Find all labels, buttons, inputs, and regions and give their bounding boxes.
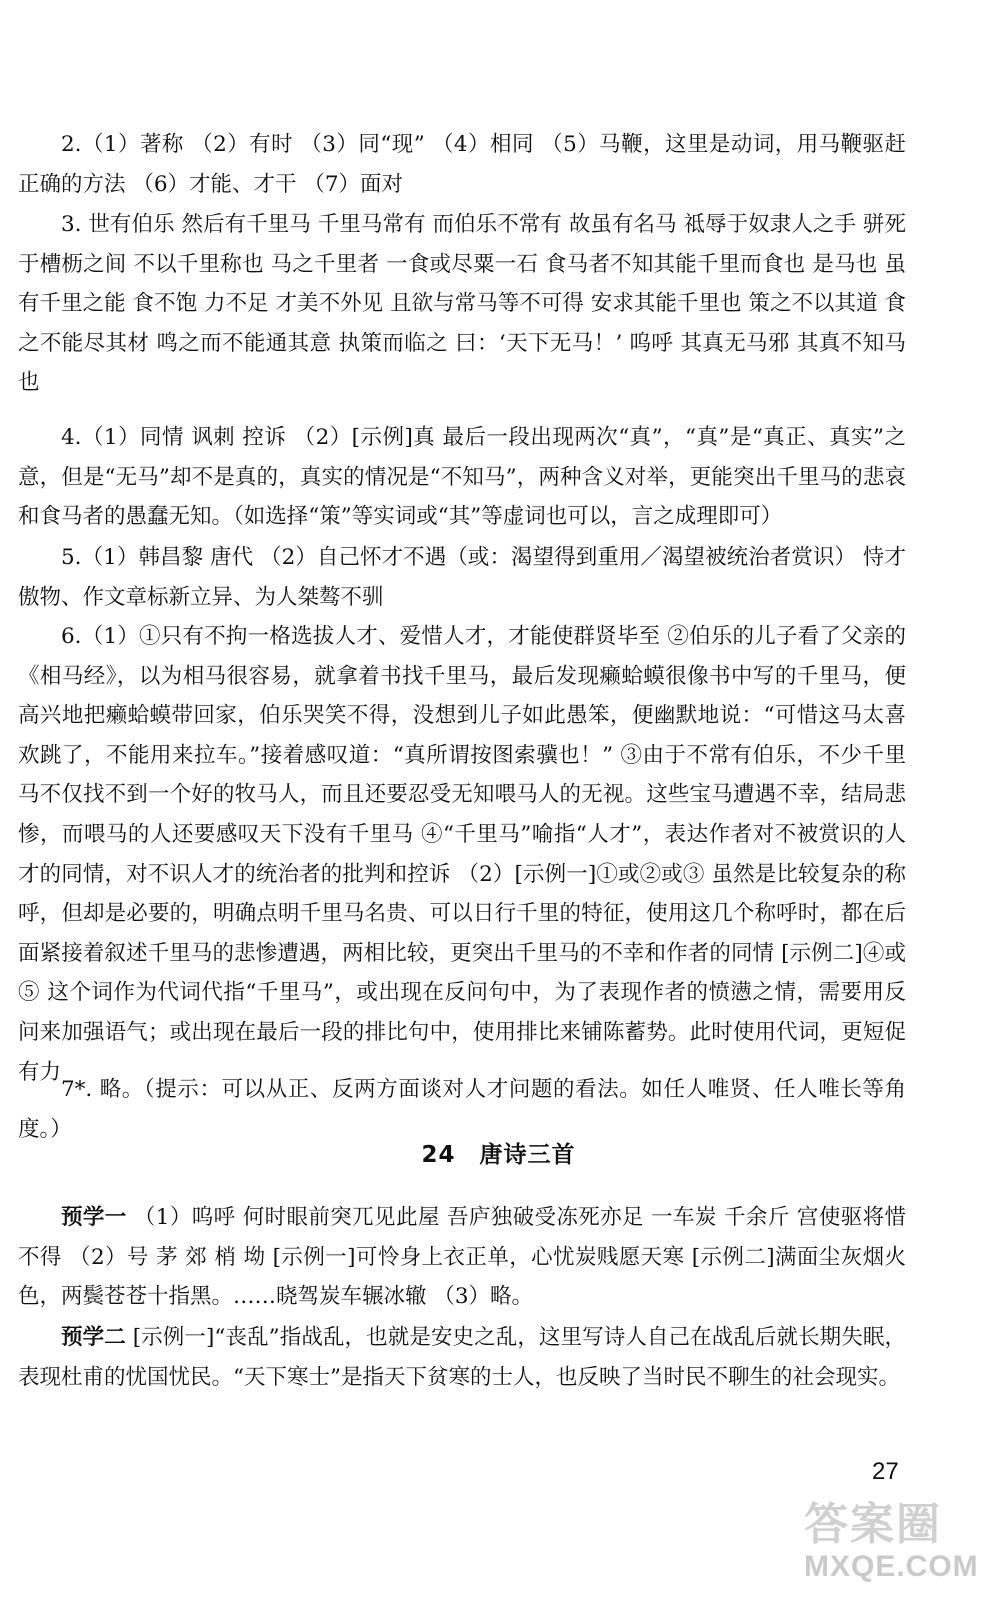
prestudy-one [18,1198,906,1317]
prestudy-one-text: （1）呜呼 何时眼前突兀见此屋 吾庐独破受冻死亦足 一车炭 千余斤 宫使驱将惜不得 （2）号 茅 郊 梢 坳 [示例一]可怜身上衣正单，心忧炭贱愿天寒 [示例二]满面尘灰烟火色，两鬓苍苍十指黑。……晓驾炭车辗冰辙 （3）略。 [18,1205,906,1310]
answer-item-4: 4.（1）同情 讽刺 控诉 （2）[示例]真 最后一段出现两次“真”，“真”是“真正、真实”之意，但是“无马”却不是真的，真实的情况是“不知马”，两种含义对举，更能突出千里马的悲哀和食马者的愚蠢无知。（如选择“策”等实词或“其”等虚词也可以，言之成理即可） [18,425,906,530]
watermark-url: MXQE.COM [804,1550,979,1583]
prestudy-two [18,1318,906,1397]
prestudy-two-text: [示例一]“丧乱”指战乱，也就是安史之乱，这里写诗人自己在战乱后就长期失眠，表现杜甫的忧国忧民。“天下寒士”是指天下贫寒的士人，也反映了当时民不聊生的社会现实。 [18,1325,906,1390]
page-number: 27 [872,1458,899,1485]
watermark-logo [800,1488,990,1596]
answer-item-2: 2.（1）著称 （2）有时 （3）同“现” （4）相同 （5）马鞭，这里是动词，用马鞭驱赶 正确的方法 （6）才能、才干 （7）面对 [18,132,906,197]
section-title: 24 唐诗三首 [421,1142,576,1168]
answer-item-5: 5.（1）韩昌黎 唐代 （2）自己怀才不遇（或：渴望得到重用／渴望被统治者赏识） 恃才傲物、作文章标新立异、为人桀骜不驯 [18,545,906,610]
answer-item-6: 6.（1）①只有不拘一格选拔人才、爱惜人才，才能使群贤毕至 ②伯乐的儿子看了父亲的《相马经》，以为相马很容易，就拿着书找千里马，最后发现癞蛤蟆很像书中写的千里马，便高兴地把癞蛤蟆带回家，伯乐哭笑不得，没想到儿子如此愚笨，便幽默地说：“可惜这马太喜欢跳了，不能用来拉车。”接着感叹道：“真所谓按图索骥也！” ③由于不常有伯乐，不少千里马不仅找不到一个好的牧马人，而且还要忍受无知喂马人的无视。这些宝马遭遇不幸，结局悲惨，而喂马的人还要感叹天下没有千里马 ④“千里马”喻指“人才”，表达作者对不被赏识的人才的同情，对不识人才的统治者的批判和控诉 （2）[示例一]①或②或③ 虽然是比较复杂的称呼，但却是必要的，明确点明千里马名贵、可以日行千里的特征，使用这几个称呼时，都在后面紧接着叙述千里马的悲惨遭遇，两相比较，更突出千里马的不幸和作者的同情 [示例二]④或⑤ 这个词作为代词代指“千里马”，或出现在反问句中，为了表现作者的愤懑之情，需要用反问来加强语气；或出现在最后一段的排比句中，使用排比来铺陈蓄势。此时使用代词，更短促有力 [18,624,906,1085]
answer-item-3: 3. 世有伯乐 然后有千里马 千里马常有 而伯乐不常有 故虽有名马 祗辱于奴隶人之手 骈死于槽枥之间 不以千里称也 马之千里者 一食或尽粟一石 食马者不知其能千里而食也 是马也 虽有千里之能 食不饱 力不足 才美不外见 且欲与常马等不可得 安求其能千里也 策之不以其道 食之不能尽其材 鸣之而不能通其意 执策而临之 曰：‘天下无马！’ 呜呼 其真无马邪 其真不知马也 [18,212,906,396]
prestudy-one-label: 预学一 [61,1205,127,1230]
answer-item-7: 7*. 略。（提示：可以从正、反两方面谈对人才问题的看法。如任人唯贤、任人唯长等角度。） [18,1077,906,1142]
prestudy-two-label: 预学二 [61,1325,126,1350]
watermark-brand: 答案圈 [804,1499,942,1550]
